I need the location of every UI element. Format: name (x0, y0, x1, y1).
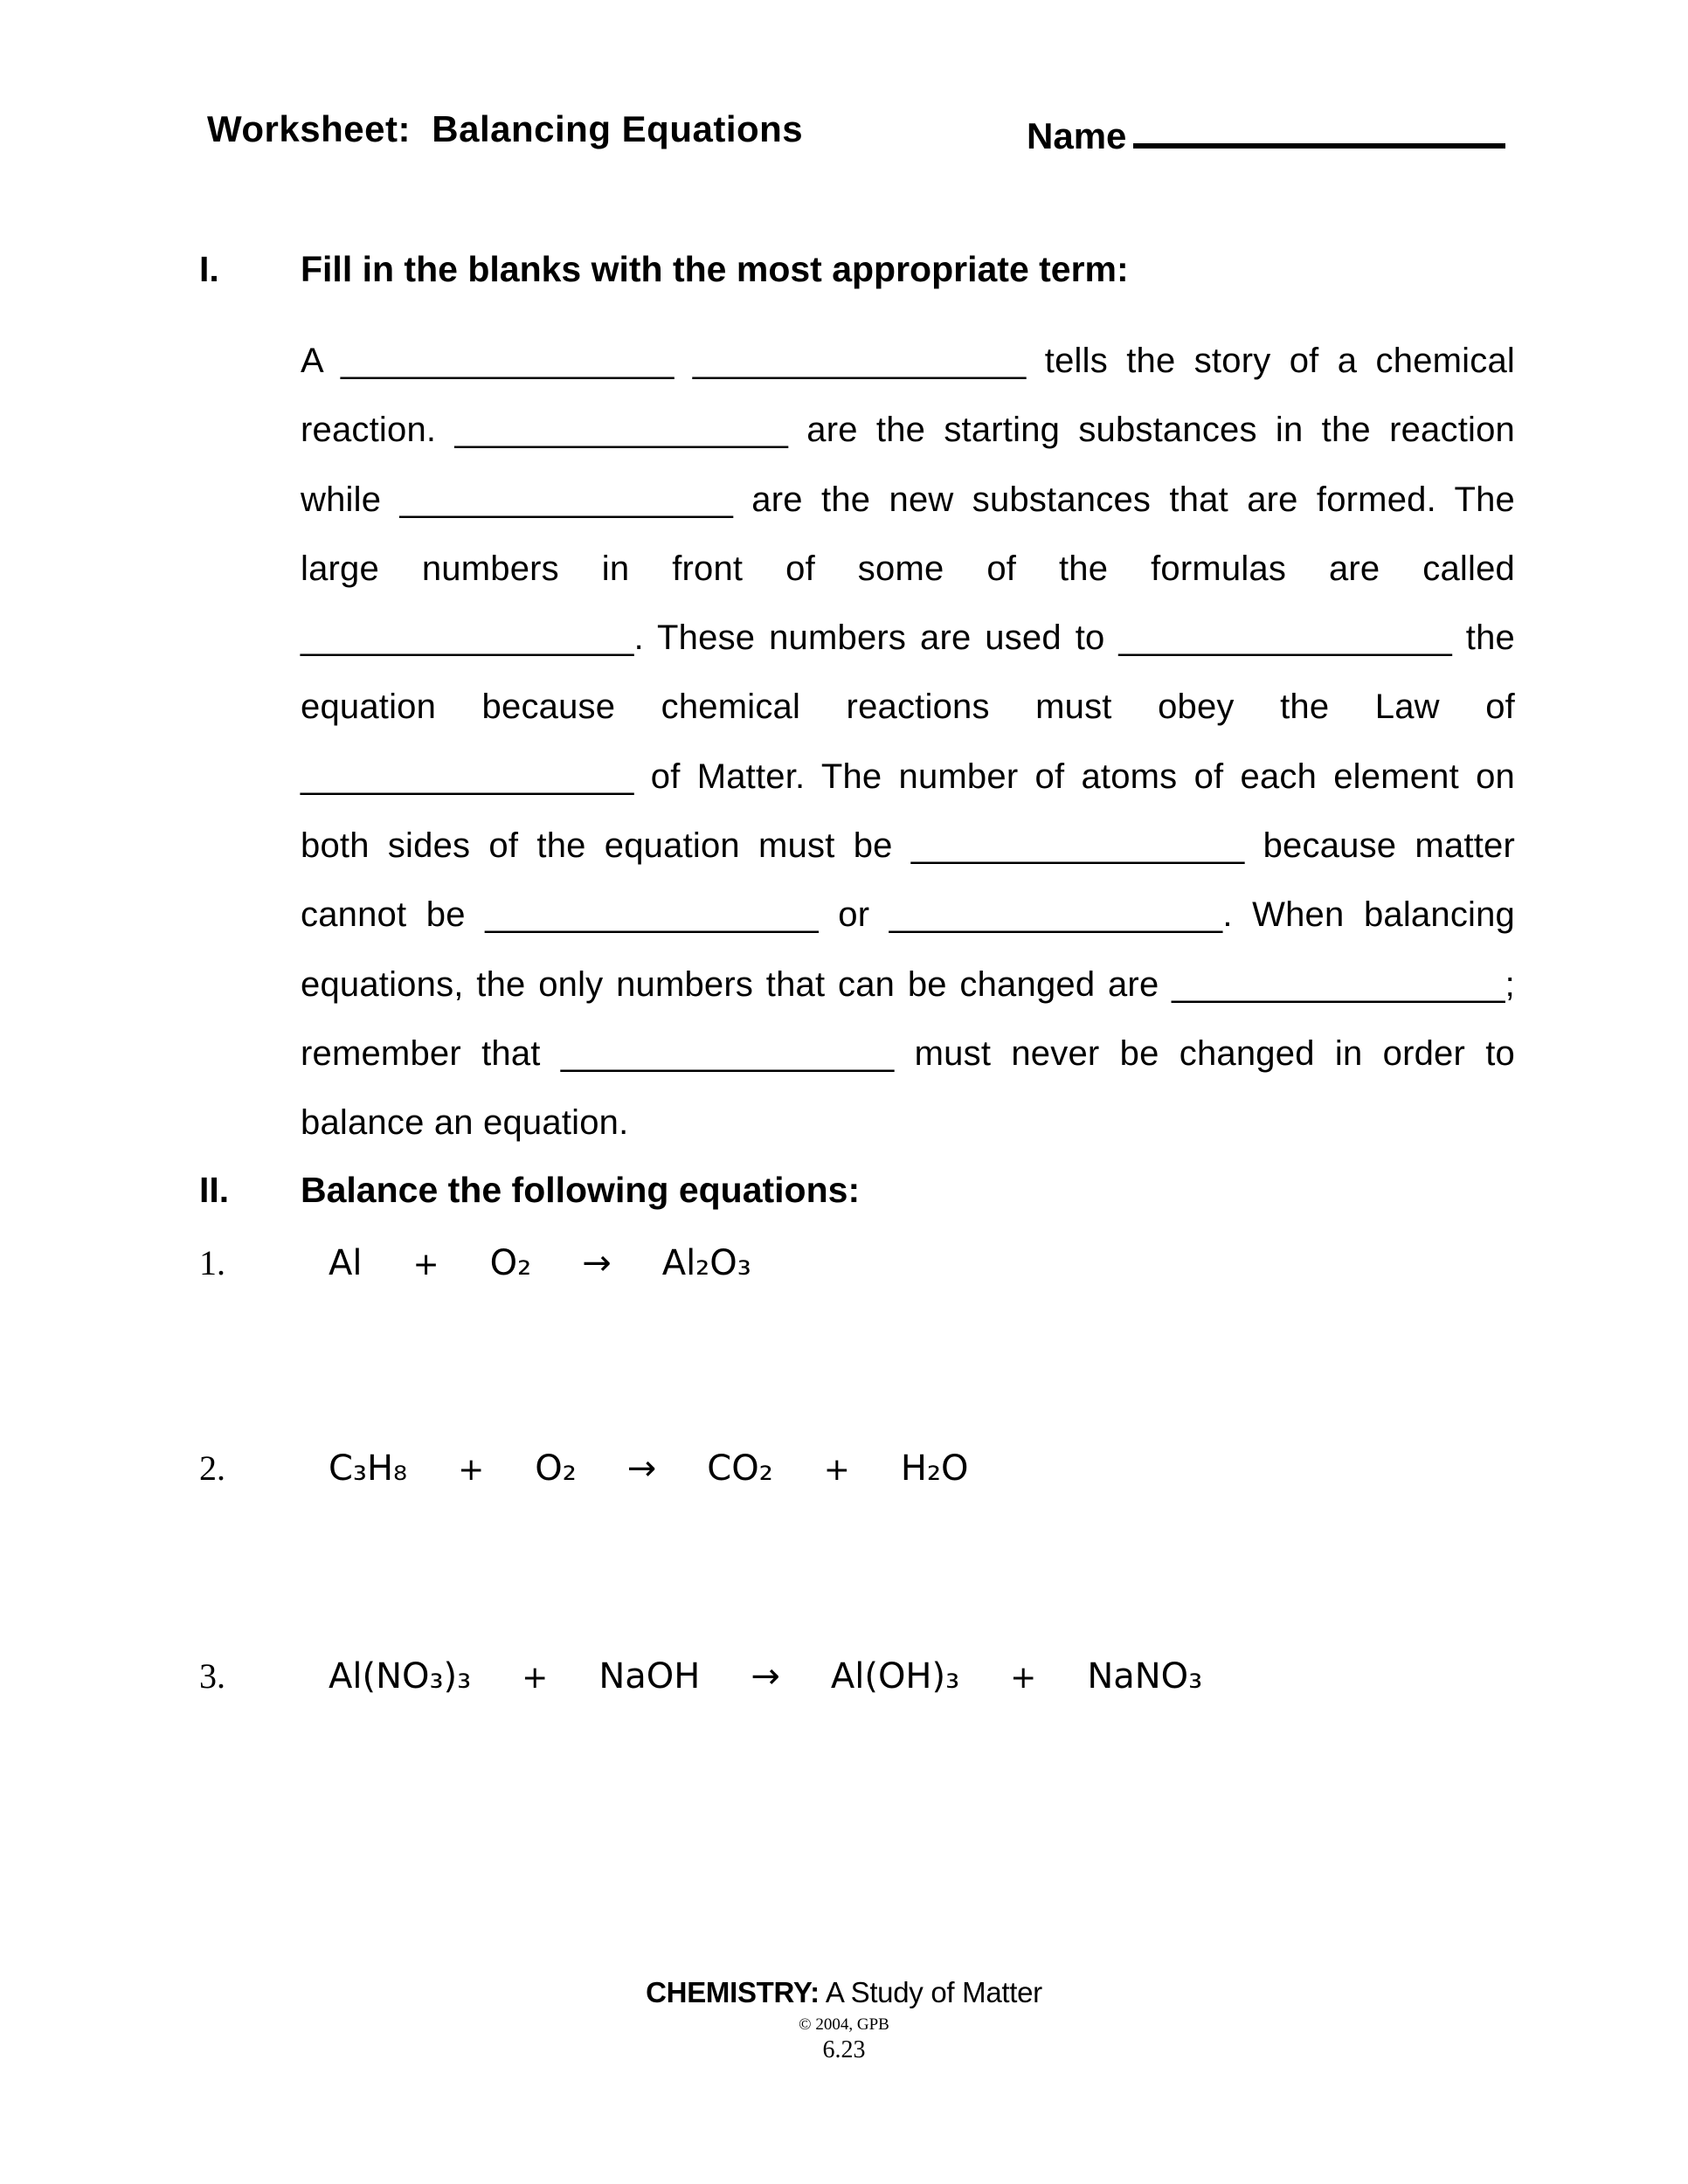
equation-row-1 (199, 1242, 751, 1283)
formula-token: Al₂O₃ (661, 1243, 751, 1283)
formula-token: O₂ (489, 1243, 532, 1283)
section-2-numeral: II. (199, 1170, 230, 1210)
fill-in-line: while _________________ are the new substances that are formed. The (301, 480, 1515, 519)
formula-token: NaNO₃ (1087, 1656, 1203, 1697)
formula-token: O₂ (535, 1448, 577, 1489)
fill-in-line: cannot be _________________ or _________________. When balancing (301, 895, 1515, 935)
section-2-heading-row (199, 1171, 860, 1210)
reaction-arrow: → (626, 1448, 657, 1489)
section-1-numeral: I. (199, 249, 219, 289)
name-blank-line (1133, 108, 1505, 149)
fill-in-line: balance an equation. (301, 1103, 629, 1143)
plus-operator: + (1010, 1660, 1037, 1696)
equation-number: 1. (199, 1243, 225, 1282)
reaction-arrow: → (751, 1656, 780, 1697)
fill-in-line: _________________ of Matter. The number of atoms of each element on (301, 757, 1515, 796)
equation-number: 3. (199, 1656, 225, 1696)
footer-copyright: © 2004, GPB (799, 2015, 889, 2034)
plus-operator: + (412, 1247, 439, 1282)
plus-operator: + (823, 1452, 850, 1488)
formula-token: Al(OH)₃ (830, 1656, 960, 1697)
formula-token: CO₂ (707, 1448, 773, 1489)
fill-in-line: equation because chemical reactions must obey the Law of (301, 688, 1515, 727)
worksheet-title: Worksheet: Balancing Equations (207, 108, 804, 149)
equation-formula (329, 1656, 1202, 1697)
section-1-heading-row (199, 250, 1129, 289)
fill-in-line: remember that _________________ must never be changed in order to (301, 1033, 1515, 1073)
footer-series-title (0, 1976, 1688, 2009)
formula-token: C₃H₈ (329, 1448, 408, 1489)
equation-row-2 (199, 1448, 969, 1489)
fill-in-line: large numbers in front of some of the formulas are called (301, 549, 1515, 588)
reaction-arrow: → (582, 1243, 612, 1283)
name-label: Name (1027, 115, 1127, 156)
fill-in-line: A _________________ _________________ tells the story of a chemical (301, 342, 1515, 380)
footer-series-name: CHEMISTRY: (646, 1976, 820, 2008)
fill-in-line: both sides of the equation must be _________________ because matter (301, 826, 1515, 866)
formula-token: Al (329, 1243, 363, 1283)
formula-token: NaOH (598, 1656, 701, 1697)
plus-operator: + (522, 1660, 549, 1696)
fill-in-line: _________________. These numbers are used to _________________ the (301, 619, 1515, 658)
footer-page-number: 6.23 (822, 2036, 866, 2063)
equation-number: 2. (199, 1448, 225, 1488)
formula-token: H₂O (900, 1448, 969, 1489)
formula-token: Al(NO₃)₃ (329, 1656, 472, 1697)
section-1-heading: Fill in the blanks with the most appropriate term: (301, 249, 1129, 289)
equation-formula (329, 1243, 751, 1283)
name-field (1027, 108, 1505, 157)
equation-formula (329, 1448, 969, 1489)
equation-row-3 (199, 1655, 1202, 1697)
section-2-heading: Balance the following equations: (301, 1170, 861, 1210)
fill-in-line: equations, the only numbers that can be changed are _________________; (301, 964, 1515, 1004)
footer-series-subtitle: A Study of Matter (819, 1976, 1042, 2008)
plus-operator: + (458, 1452, 485, 1488)
fill-in-paragraph (301, 327, 1515, 1158)
fill-in-line: reaction. _________________ are the starting substances in the reaction (301, 411, 1515, 450)
